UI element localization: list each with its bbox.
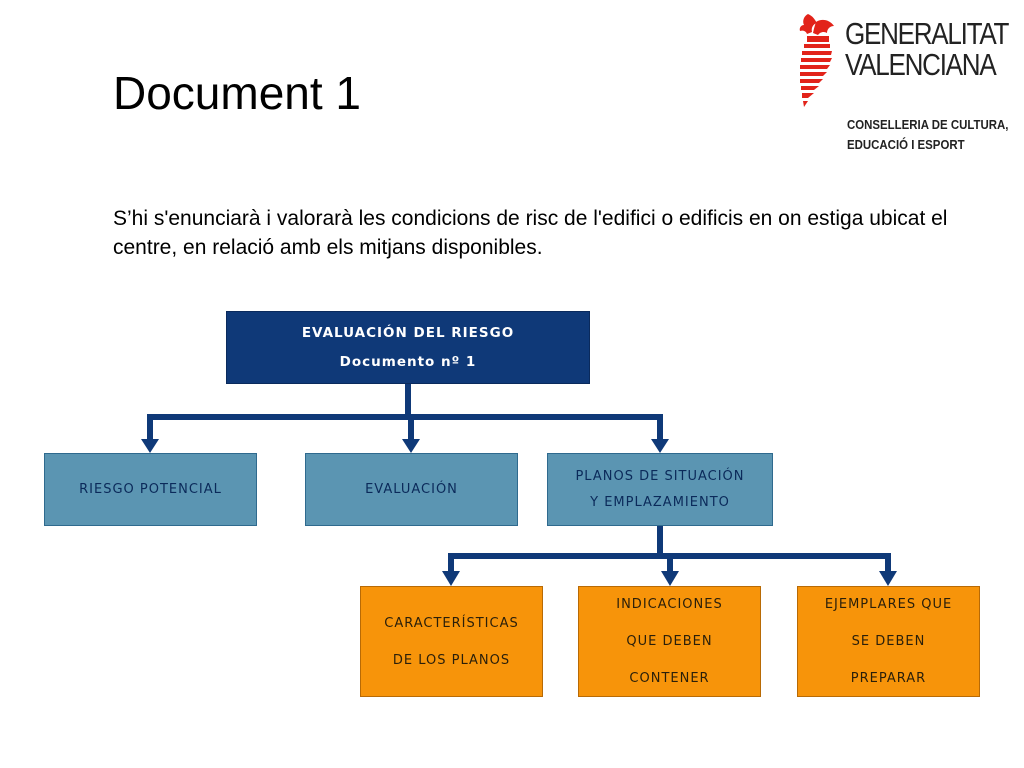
arrowhead-icon <box>661 571 679 586</box>
node-evaluacion <box>305 453 518 526</box>
node-indicaciones-line2: QUE DEBEN <box>626 634 713 649</box>
node-planos-line2: Y EMPLAZAMIENTO <box>590 494 730 510</box>
node-planos-line1: PLANOS DE SITUACIÓN <box>575 468 745 484</box>
node-ejemplares-line1: EJEMPLARES QUE <box>824 597 953 612</box>
node-riesgo-potencial-label: RIESGO POTENCIAL <box>79 481 222 497</box>
logo-dept-line1: CONSELLERIA DE CULTURA, <box>847 117 1009 132</box>
node-evaluacion-del-riesgo <box>226 311 590 384</box>
logo-name-line1: GENERALITAT <box>845 16 1009 51</box>
logo-dept-line2: EDUCACIÓ I ESPORT <box>847 137 965 152</box>
slide-description: S’hi s'enunciarà i valorarà les condicions de risc de l'edifici o edificis en on estiga ubicat el centre, en relació amb els mitjans disponibles. <box>113 207 948 259</box>
arrowhead-icon <box>651 439 669 453</box>
slide-title: Document 1 <box>113 67 362 119</box>
node-caracteristicas-de-los-planos <box>360 586 543 697</box>
arrowhead-icon <box>402 439 420 453</box>
node-riesgo-potencial <box>44 453 257 526</box>
node-ejemplares-que-se-deben-preparar <box>797 586 980 697</box>
node-planos-de-situacion <box>547 453 773 526</box>
logo-name-line2: VALENCIANA <box>845 47 996 82</box>
node-caracteristicas-line2: DE LOS PLANOS <box>392 652 511 668</box>
node-ejemplares-line2: SE DEBEN <box>851 634 926 649</box>
arrowhead-icon <box>442 571 460 586</box>
node-root-line2: Documento nº 1 <box>339 353 477 370</box>
node-evaluacion-label: EVALUACIÓN <box>365 481 458 497</box>
arrowhead-icon <box>879 571 897 586</box>
node-indicaciones-que-deben-contener <box>578 586 761 697</box>
node-indicaciones-line1: INDICACIONES <box>616 597 723 612</box>
node-ejemplares-line3: PREPARAR <box>850 671 927 686</box>
node-indicaciones-line3: CONTENER <box>629 671 710 686</box>
arrowhead-icon <box>141 439 159 453</box>
node-root-line1: EVALUACIÓN DEL RIESGO <box>301 324 515 341</box>
node-caracteristicas-line1: CARACTERÍSTICAS <box>384 615 519 631</box>
